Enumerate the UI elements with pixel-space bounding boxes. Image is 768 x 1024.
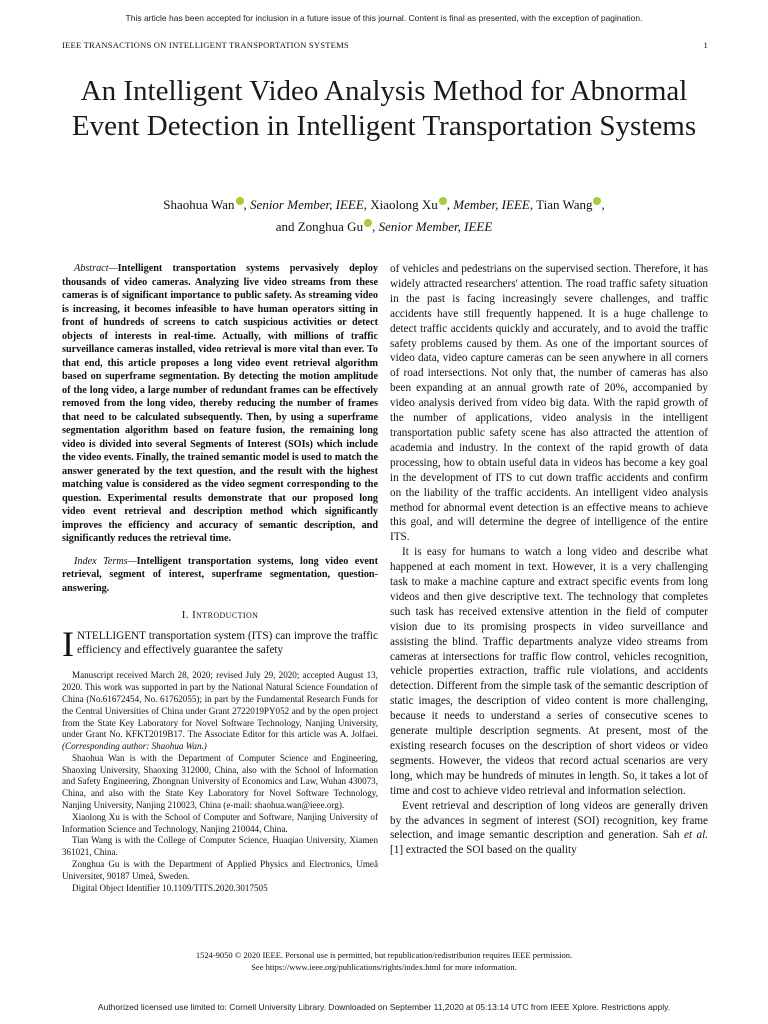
abstract-label: Abstract—	[74, 263, 118, 274]
doi-note: Digital Object Identifier 10.1109/TITS.2020.3017505	[72, 882, 268, 893]
abstract	[62, 262, 378, 546]
intro-paragraph	[62, 623, 378, 664]
manuscript-note	[62, 670, 378, 753]
index-terms	[62, 555, 378, 596]
author-name: Tian Wang	[536, 197, 593, 212]
author-conjunction: and	[275, 219, 295, 234]
orcid-icon[interactable]	[439, 197, 447, 205]
paper-title: An Intelligent Video Analysis Method for Abnormal Event Detection in Intelligent Transportation Systems	[71, 75, 697, 142]
license-note: Authorized licensed use limited to: Cornell University Library. Downloaded on September 11,2020 at 05:13:14 UTC from IEEE Xplore. Restrictions apply.	[97, 1002, 671, 1012]
body-text: [1] extracted the SOI based on the quality	[390, 844, 577, 857]
author-role: Senior Member, IEEE	[378, 219, 493, 234]
abstract-text: Intelligent transportation systems pervasively deploy thousands of video cameras. Analyzing live video streams from these cameras is of significant importance to public safety. As streaming video is increasing, it becomes infeasible to have human operators sitting in front of hundreds of screens to catch suspicious activities or detect objects of interests in real-time. Actually, with millions of traffic surveillance cameras installed, video retrieval is more vital than ever. To that end, this article proposes a long video event retrieval algorithm based on superframe segmentation. By detecting the motion amplitude of the long video, a large number of redundant frames can be effectively removed from the long video, thereby reducing the number of frames that need to be calculated subsequently. Then, by using a superframe segmentation algorithm based on feature fusion, the remaining long video is divided into several Segments of Interest (SOIs) which include the video events. Finally, the trained semantic model is used to match the answer generated by the text question, and the result with the highest matching value is considered as the video segment corresponding to the question. Experimental results demonstrate that our proposed long video event retrieval and description method which significantly improves the efficiency and accuracy of semantic description, and significantly reduces the retrieval time.	[62, 263, 378, 544]
body-text: Event retrieval and description of long videos are generally driven by the advances in segment of interest (SOI) recognition, key frame selection, and image semantic description and generation. Sah	[390, 799, 708, 842]
left-column	[62, 262, 378, 894]
affiliation-note: Shaohua Wan is with the Department of Computer Science and Engineering, Shaoxing University, Shaoxing 312000, China, also with the School of Information and Safety Engineering, Zhongnan University of Economics and Law, Wuhan 430073, China, and also with the State Key Laboratory for Novel Software Technology, Nanjing University, Nanjing 210023, China (e-mail: shaohua.wan@ieee.org).	[62, 752, 378, 811]
section-heading	[62, 609, 378, 623]
author-name: Zonghua Gu	[297, 219, 364, 234]
author-role: Member, IEEE	[453, 197, 530, 212]
body-paragraph: of vehicles and pedestrians on the supervised section. Therefore, it has widely attracted researchers' attention. The road traffic safety situation in the past is facing increasingly severe challenges, and traffic accidents have still frequently happened. It is a huge challenge to detect traffic accidents quickly and accurately, and to avoid the traffic safety problems caused by them. As one of the important sources of video data, video capture cameras can be seen anywhere in all corners of road intersections. Not only that, the number of cameras has also been expanding at an annual growth rate of 20%, accompanied by video analysis derived from video big data. With the rapid growth of the number of applications, video analysis in the intelligent transportation public safety scene has also attracted the attention of academia and industry. In the context of the rapid growth of data processing, how to obtain useful data in videos has become a key goal in the development of ITS to cut down traffic accidents and confirm on the liability of the traffic accidents. An intelligent video analysis method for abnormal event detection is an effective means to achieve this goal, and will determine the degree of intelligence of the entire ITS.	[390, 263, 708, 544]
orcid-icon[interactable]	[593, 197, 601, 205]
affiliation-note: Xiaolong Xu is with the School of Computer and Software, Nanjing University of Information Science and Technology, Nanjing 210044, China.	[62, 811, 378, 834]
drop-cap: I	[62, 623, 74, 664]
page-number: 1	[703, 40, 708, 50]
affiliation-note: Tian Wang is with the College of Computer Science, Huaqiao University, Xiamen 361021, China.	[62, 835, 378, 858]
journal-name: IEEE TRANSACTIONS ON INTELLIGENT TRANSPORTATION SYSTEMS	[62, 40, 349, 50]
author-list: Shaohua Wan , Senior Member, IEEE, Xiaolong Xu , Member, IEEE, Tian Wang , and Zonghua Gu , Senior Member, IEEE	[163, 197, 605, 234]
footnotes	[62, 670, 378, 894]
section-title: Introduction	[192, 609, 259, 621]
affiliation-note: Zonghua Gu is with the Department of Applied Physics and Electronics, Umeå Universitet, 90187 Umeå, Sweden.	[62, 859, 378, 881]
section-number: I.	[181, 609, 189, 621]
orcid-icon[interactable]	[364, 219, 372, 227]
orcid-icon[interactable]	[236, 197, 244, 205]
body-paragraph	[390, 799, 708, 859]
right-column	[390, 262, 708, 858]
corresponding-author: (Corresponding author: Shaohua Wan.)	[62, 741, 207, 752]
author-name: Shaohua Wan	[163, 197, 235, 212]
body-paragraph: It is easy for humans to watch a long video and describe what happened at each moment in text. However, it is a very challenging task to make a machine capture and extract specific events from long videos and then give descriptive text. The technology that completes such task has received extensive attention in the field of computer vision due to its promising prospects in video surveillance and assisting the blind. Traffic departments analyze video streams from cameras at intersections for traffic flow control, vehicles recognition, vehicle properties extraction, traffic rule violations, and accidents detection. Different from the simple task of the semantic description of static images, the description of video content is more challenging, because it needs to understand a series of consecutive scenes to generate multiple description segments. At present, most of the existing research focuses on the description of short videos or video segments. However, the videos that record actual scenarios are very long, which may be hundreds of minutes in length. So, it takes a lot of time and cost to achieve video retrieval and information selection.	[390, 546, 708, 797]
index-terms-label: Index Terms—	[74, 555, 137, 567]
body-text-italic: et al.	[683, 829, 708, 842]
acceptance-note: This article has been accepted for inclusion in a future issue of this journal. Content is final as presented, with the exception of pagination.	[125, 13, 643, 23]
author-role: Senior Member, IEEE	[250, 197, 364, 212]
intro-caps: NTELLIGENT	[77, 629, 146, 642]
copyright-line: 1524-9050 © 2020 IEEE. Personal use is permitted, but republication/redistribution requires IEEE permission.	[195, 950, 573, 960]
manuscript-note-text: Manuscript received March 28, 2020; revised July 29, 2020; accepted August 13, 2020. This work was supported in part by the National Natural Science Foundation of China (No.61672454, No. 61762055); in part by the Fundamental Research Funds for the Central Universities of China under Grant 2722019PY052 and by the open project from the State Key Laboratory for Novel Software Technology, Nanjing University, under Grant No. KFKT2019B17. The Associate Editor for this article was A. Jolfaei.	[62, 670, 378, 740]
author-name: Xiaolong Xu	[370, 197, 438, 212]
index-terms-text: Intelligent transportation systems, long video event retrieval, segment of interest, superframe segmentation, question-answering.	[62, 555, 378, 594]
running-head	[62, 40, 708, 50]
copyright-notice	[60, 950, 708, 973]
rights-link[interactable]: See https://www.ieee.org/publications/rights/index.html for more information.	[251, 961, 517, 972]
intro-text: transportation system (ITS) can improve the traffic efficiency and effectively guarantee the safety	[77, 629, 378, 657]
